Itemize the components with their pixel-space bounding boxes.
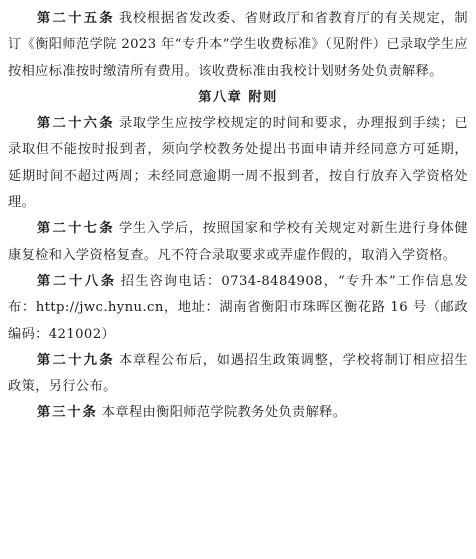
article-26 [8,111,468,216]
article-30-label: 第三十条 [37,405,98,421]
chapter-8-title: 第八章 附则 [198,89,278,105]
article-26-label: 第二十六条 [37,116,115,132]
article-29-label: 第二十九条 [37,352,115,368]
article-27-label: 第二十七条 [37,221,115,237]
article-28 [8,269,468,348]
article-29-text: 本章程公布后，如遇招生政策调整，学校将制订相应招生政策，另行公布。 [8,352,469,395]
article-27-text: 学生入学后，按照国家和学校有关规定对新生进行身体健康复检和入学资格复查。凡不符合录取要求或弄虚作假的，取消入学资格。 [8,221,469,263]
article-30 [8,400,468,426]
article-25-label: 第二十五条 [37,11,115,26]
article-28-text: 招生咨询电话：0734-8484908，“专升本”工作信息发布：http://jwc.hynu.cn，地址：湖南省衡阳市珠晖区衡花路 16 号（邮政编码：421002） [8,273,469,342]
article-26-text: 录取学生应按学校规定的时间和要求，办理报到手续；已录取但不能按时报到者，须向学校教务处提出书面申请并经同意方可延期，延期时间不超过两周；未经同意逾期一周不报到者，按自行放弃入学资格处理。 [8,116,469,211]
article-27 [8,216,468,269]
article-28-label: 第二十八条 [37,273,117,289]
article-25 [8,6,468,85]
article-29 [8,348,468,401]
article-30-text: 本章程由衡阳师范学院教务处负责解释。 [101,405,347,421]
article-25-text: 我校根据省发改委、省财政厅和省教育厅的有关规定，制订《衡阳师范学院 2023 年“专升本”学生收费标准》（见附件）已录取学生应按相应标准按时缴清所有费用。该收费标准由我校计划财务处负责解释。 [8,11,469,79]
